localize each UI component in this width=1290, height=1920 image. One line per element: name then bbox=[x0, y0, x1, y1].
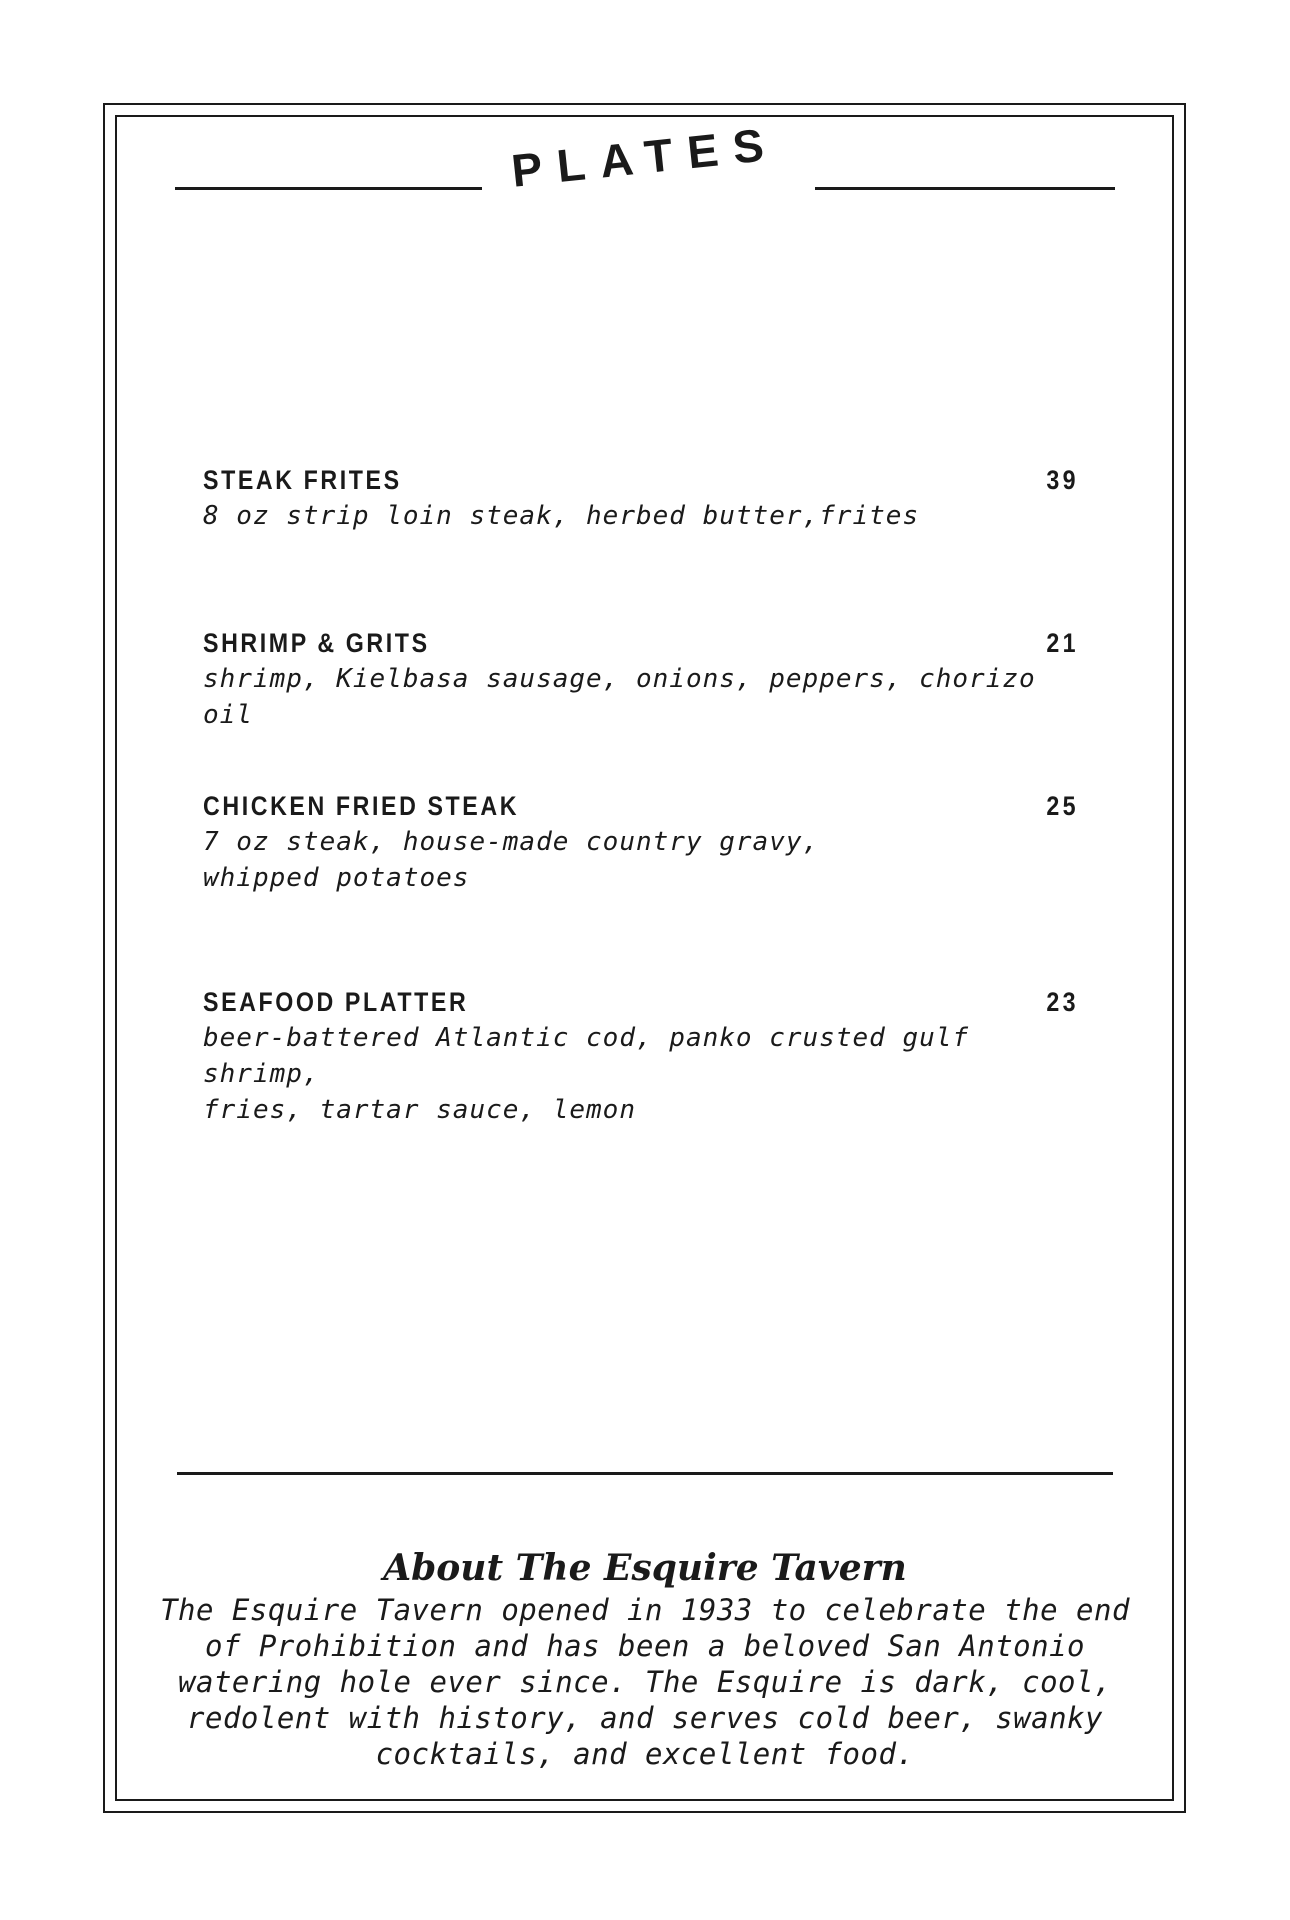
item-description: 7 oz steak, house-made country gravy, whipped potatoes bbox=[203, 827, 820, 893]
menu-item-chicken-fried-steak bbox=[203, 788, 1079, 951]
menu-item-seafood-platter bbox=[203, 984, 1079, 1147]
section-title: PLATES bbox=[508, 117, 782, 197]
item-price: 25 bbox=[1046, 791, 1079, 821]
section-divider bbox=[177, 1472, 1113, 1475]
item-description: beer-battered Atlantic cod, panko crusted gulf shrimp, fries, tartar sauce, lemon bbox=[203, 1023, 970, 1125]
item-name: CHICKEN FRIED STEAK bbox=[203, 791, 520, 821]
item-price: 23 bbox=[1046, 987, 1079, 1017]
item-description: 8 oz strip loin steak, herbed butter,frites bbox=[203, 501, 920, 531]
item-name: STEAK FRITES bbox=[203, 465, 402, 495]
about-body: The Esquire Tavern opened in 1933 to celebrate the end of Prohibition and has been a beloved San Antonio watering hole ever since. The Esquire is dark, cool, redolent with history, and serves cold beer, swanky cocktails, and excellent food. bbox=[160, 1593, 1130, 1771]
title-rule-right bbox=[815, 187, 1115, 190]
item-price: 21 bbox=[1046, 628, 1079, 658]
item-price: 39 bbox=[1046, 465, 1079, 495]
item-name: SHRIMP & GRITS bbox=[203, 628, 430, 658]
about-title: About The Esquire Tavern bbox=[383, 1547, 907, 1589]
item-name: SEAFOOD PLATTER bbox=[203, 987, 469, 1017]
menu-items-list bbox=[203, 462, 1079, 1147]
item-description: shrimp, Kielbasa sausage, onions, peppers, chorizo oil bbox=[203, 664, 1036, 730]
menu-item-steak-frites bbox=[203, 462, 1079, 625]
menu-item-shrimp-grits bbox=[203, 625, 1079, 788]
title-rule-left bbox=[175, 187, 482, 190]
